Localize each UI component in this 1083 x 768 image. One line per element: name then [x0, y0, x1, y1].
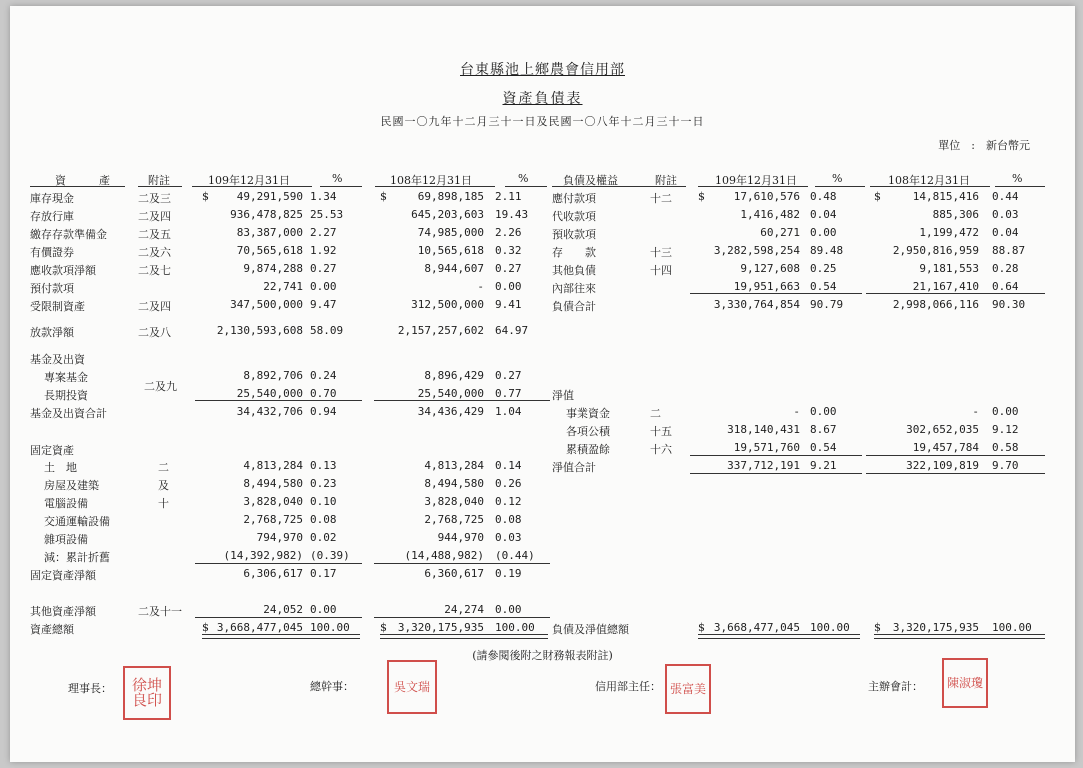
col-header-cur-year: 109年12月31日	[715, 174, 797, 187]
asset-prev-value: 24,274	[444, 603, 484, 616]
total-double-rule	[874, 634, 1045, 639]
asset-prev-value: 4,813,284	[424, 459, 484, 472]
rule-line	[195, 400, 362, 401]
liability-prev-value: 885,306	[932, 208, 979, 221]
asset-item-label: 專案基金	[44, 371, 88, 384]
asset-cur-value: 83,387,000	[236, 226, 303, 239]
asset-prev-pct: 2.11	[495, 190, 522, 203]
liability-note: 十四	[650, 264, 672, 277]
asset-cur-value: 24,052	[263, 603, 303, 616]
signature-gm: 總幹事：	[310, 680, 354, 693]
section-heading-equity: 淨值	[552, 389, 574, 402]
asset-prev-pct: 0.27	[495, 369, 522, 382]
asset-prev-value: 2,157,257,602	[397, 324, 484, 337]
asset-prev-value: 8,896,429	[424, 369, 484, 382]
liability-prev-pct: 9.70	[992, 459, 1019, 472]
liability-prev-pct: 88.87	[992, 244, 1026, 257]
asset-note: 二及八	[138, 326, 171, 339]
liability-cur-value: -	[793, 405, 800, 418]
header-underline	[138, 186, 182, 187]
liability-cur-pct: 0.54	[810, 441, 837, 454]
asset-prev-value: 8,494,580	[424, 477, 484, 490]
asset-note: 二及三	[138, 192, 171, 205]
seal-acct: 陳淑瓊	[942, 658, 988, 708]
asset-cur-value: 25,540,000	[236, 387, 303, 400]
asset-prev-pct: 0.03	[495, 531, 522, 544]
liability-item-label: 預收款項	[552, 228, 596, 241]
asset-cur-pct: 0.24	[310, 369, 337, 382]
asset-cur-pct: 0.00	[310, 603, 337, 616]
section-heading-fund: 基金及出資	[30, 353, 85, 366]
asset-cur-value: 936,478,825	[230, 208, 303, 221]
liability-prev-value: 322,109,819	[906, 459, 979, 472]
asset-cur-pct: 2.27	[310, 226, 337, 239]
liability-prev-pct: 0.44	[992, 190, 1019, 203]
asset-prev-value: 8,944,607	[424, 262, 484, 275]
asset-prev-pct: 0.27	[495, 262, 522, 275]
col-header-note: 附註	[655, 174, 677, 187]
asset-note: 二及十一	[138, 605, 182, 618]
liability-prev-value: -	[972, 405, 979, 418]
liability-cur-pct: 8.67	[810, 423, 837, 436]
liability-prev-value: 302,652,035	[906, 423, 979, 436]
col-header-pct: %	[332, 172, 343, 185]
section-heading-fixed: 固定資產	[30, 444, 74, 457]
asset-prev-pct: 0.32	[495, 244, 522, 257]
liability-cur-value: 337,712,191	[727, 459, 800, 472]
asset-cur-value: 8,892,706	[243, 369, 303, 382]
liability-prev-pct: 90.30	[992, 298, 1026, 311]
asset-cur-pct: 100.00	[310, 621, 350, 634]
liability-prev-value: 14,815,416	[912, 190, 979, 203]
asset-cur-pct: 0.10	[310, 495, 337, 508]
currency-symbol: $	[698, 621, 705, 634]
asset-note: 二	[158, 461, 169, 474]
asset-cur-pct: 58.09	[310, 324, 344, 337]
liability-prev-pct: 0.04	[992, 226, 1019, 239]
signature-acct: 主辦會計：	[868, 680, 923, 693]
currency-unit: 單位 : 新台幣元	[938, 139, 1030, 152]
asset-cur-value: 3,668,477,045	[216, 621, 303, 634]
liability-item-label: 事業資金	[566, 407, 610, 420]
col-header-prev-year: 108年12月31日	[888, 174, 970, 187]
asset-prev-pct: 0.19	[495, 567, 522, 580]
header-underline	[320, 186, 362, 187]
total-double-rule	[698, 634, 860, 639]
footnote: (請參閱後附之財務報表附註)	[472, 649, 613, 662]
seal-chair: 徐坤良印	[123, 666, 171, 720]
liability-prev-pct: 0.03	[992, 208, 1019, 221]
statement-title: 資產負債表	[502, 91, 583, 107]
asset-cur-pct: 0.17	[310, 567, 337, 580]
liability-cur-pct: 89.48	[810, 244, 844, 257]
asset-item-label: 固定資產淨額	[30, 569, 96, 582]
asset-cur-value: 8,494,580	[243, 477, 303, 490]
currency-symbol: $	[202, 621, 209, 634]
col-header-pct: %	[832, 172, 843, 185]
asset-prev-value: 3,828,040	[424, 495, 484, 508]
liability-note: 二	[650, 407, 661, 420]
col-header-prev-year: 108年12月31日	[390, 174, 472, 187]
col-header-cur-year: 109年12月31日	[208, 174, 290, 187]
liability-cur-value: 60,271	[760, 226, 800, 239]
liability-cur-value: 318,140,431	[727, 423, 800, 436]
asset-cur-pct: 0.23	[310, 477, 337, 490]
asset-prev-pct: 64.97	[495, 324, 529, 337]
asset-prev-value: 3,320,175,935	[397, 621, 484, 634]
header-underline	[30, 186, 125, 187]
liability-prev-pct: 0.64	[992, 280, 1019, 293]
rule-line	[690, 293, 862, 294]
rule-line	[195, 563, 362, 564]
liability-prev-pct: 0.28	[992, 262, 1019, 275]
asset-prev-value: 10,565,618	[417, 244, 484, 257]
asset-cur-pct: (0.39)	[310, 549, 350, 562]
asset-prev-value: 312,500,000	[411, 298, 484, 311]
asset-prev-pct: (0.44)	[495, 549, 535, 562]
liability-item-label: 負債合計	[552, 300, 596, 313]
asset-item-label: 預付款項	[30, 282, 74, 295]
asset-cur-pct: 0.27	[310, 262, 337, 275]
total-double-rule	[202, 634, 360, 639]
liability-prev-value: 1,199,472	[919, 226, 979, 239]
liability-prev-value: 2,950,816,959	[892, 244, 979, 257]
col-header-note: 附註	[148, 174, 170, 187]
rule-line	[195, 617, 362, 618]
asset-item-label: 庫存現金	[30, 192, 74, 205]
liability-cur-pct: 0.25	[810, 262, 837, 275]
liability-cur-value: 3,282,598,254	[713, 244, 800, 257]
asset-note: 及	[158, 479, 169, 492]
asset-item-label: 土 地	[44, 461, 77, 474]
header-underline	[815, 186, 865, 187]
seal-dept: 張富美	[665, 664, 711, 714]
asset-prev-value: 74,985,000	[417, 226, 484, 239]
asset-prev-pct: 19.43	[495, 208, 529, 221]
asset-item-label: 資產總額	[30, 623, 74, 636]
liability-note: 十六	[650, 443, 672, 456]
liability-item-label: 其他負債	[552, 264, 596, 277]
asset-note: 二及四	[138, 210, 171, 223]
asset-prev-value: 34,436,429	[417, 405, 484, 418]
asset-prev-pct: 0.14	[495, 459, 522, 472]
asset-cur-pct: 1.34	[310, 190, 337, 203]
header-underline	[192, 186, 312, 187]
liability-item-label: 存 款	[552, 246, 596, 259]
asset-cur-value: 49,291,590	[236, 190, 303, 203]
liability-cur-value: 19,571,760	[733, 441, 800, 454]
asset-cur-value: 347,500,000	[230, 298, 303, 311]
liability-prev-pct: 0.00	[992, 405, 1019, 418]
asset-cur-pct: 9.47	[310, 298, 337, 311]
liability-note: 十三	[650, 246, 672, 259]
asset-item-label: 存放行庫	[30, 210, 74, 223]
asset-cur-value: 2,768,725	[243, 513, 303, 526]
currency-symbol: $	[380, 190, 387, 203]
asset-item-label: 有價證券	[30, 246, 74, 259]
asset-prev-pct: 2.26	[495, 226, 522, 239]
liability-cur-pct: 0.00	[810, 405, 837, 418]
rule-line	[374, 617, 550, 618]
asset-cur-value: (14,392,982)	[223, 549, 303, 562]
liability-item-label: 負債及淨值總額	[552, 623, 629, 636]
liability-prev-pct: 0.58	[992, 441, 1019, 454]
rule-line	[866, 455, 1045, 456]
asset-cur-pct: 0.00	[310, 280, 337, 293]
seal-gm: 吳文瑞	[387, 660, 437, 714]
liability-item-label: 代收款項	[552, 210, 596, 223]
asset-cur-value: 9,874,288	[243, 262, 303, 275]
rule-line	[374, 400, 550, 401]
asset-prev-pct: 0.77	[495, 387, 522, 400]
asset-prev-pct: 0.00	[495, 280, 522, 293]
liability-cur-pct: 100.00	[810, 621, 850, 634]
asset-note: 二及四	[138, 300, 171, 313]
asset-prev-value: 944,970	[437, 531, 484, 544]
liability-note: 十二	[650, 192, 672, 205]
liability-cur-value: 3,330,764,854	[713, 298, 800, 311]
signature-dept: 信用部主任：	[595, 680, 661, 693]
currency-symbol: $	[202, 190, 209, 203]
currency-symbol: $	[874, 621, 881, 634]
asset-prev-pct: 0.12	[495, 495, 522, 508]
liability-cur-value: 1,416,482	[740, 208, 800, 221]
header-underline	[870, 186, 990, 187]
asset-cur-value: 70,565,618	[236, 244, 303, 257]
liability-cur-pct: 0.54	[810, 280, 837, 293]
asset-prev-value: 6,360,617	[424, 567, 484, 580]
asset-item-label: 電腦設備	[44, 497, 88, 510]
asset-prev-pct: 100.00	[495, 621, 535, 634]
asset-note: 十	[158, 497, 169, 510]
liability-cur-value: 3,668,477,045	[713, 621, 800, 634]
liability-cur-pct: 0.04	[810, 208, 837, 221]
asset-cur-pct: 1.92	[310, 244, 337, 257]
asset-cur-pct: 0.13	[310, 459, 337, 472]
liability-item-label: 各項公積	[566, 425, 610, 438]
liability-cur-value: 9,127,608	[740, 262, 800, 275]
liability-note: 十五	[650, 425, 672, 438]
header-underline	[375, 186, 495, 187]
header-underline	[698, 186, 808, 187]
asset-item-label: 長期投資	[44, 389, 88, 402]
asset-prev-pct: 0.08	[495, 513, 522, 526]
asset-cur-pct: 25.53	[310, 208, 344, 221]
asset-item-label: 基金及出資合計	[30, 407, 107, 420]
currency-symbol: $	[698, 190, 705, 203]
asset-prev-pct: 9.41	[495, 298, 522, 311]
asset-item-label: 放款淨額	[30, 326, 74, 339]
header-underline	[505, 186, 547, 187]
asset-prev-pct: 0.26	[495, 477, 522, 490]
liability-prev-value: 3,320,175,935	[892, 621, 979, 634]
period-line: 民國一〇九年十二月三十一日及民國一〇八年十二月三十一日	[380, 115, 705, 128]
header-underline	[995, 186, 1045, 187]
asset-cur-pct: 0.70	[310, 387, 337, 400]
asset-prev-value: 645,203,603	[411, 208, 484, 221]
liability-cur-pct: 0.48	[810, 190, 837, 203]
col-header-liabilities: 負債及權益	[563, 174, 618, 187]
asset-item-label: 應收款項淨額	[30, 264, 96, 277]
asset-prev-value: 2,768,725	[424, 513, 484, 526]
col-header-assets: 資 產	[55, 174, 110, 187]
asset-note: 二及九	[144, 380, 177, 393]
asset-item-label: 其他資產淨額	[30, 605, 96, 618]
asset-prev-value: 69,898,185	[417, 190, 484, 203]
liability-cur-pct: 9.21	[810, 459, 837, 472]
liability-cur-pct: 90.79	[810, 298, 844, 311]
asset-cur-pct: 0.02	[310, 531, 337, 544]
asset-cur-value: 6,306,617	[243, 567, 303, 580]
col-header-pct: %	[1012, 172, 1023, 185]
asset-cur-value: 34,432,706	[236, 405, 303, 418]
liability-prev-pct: 100.00	[992, 621, 1032, 634]
balance-sheet-page	[10, 6, 1075, 762]
rule-line	[374, 563, 550, 564]
asset-item-label: 房屋及建築	[44, 479, 99, 492]
liability-cur-value: 19,951,663	[733, 280, 800, 293]
asset-prev-value: (14,488,982)	[404, 549, 484, 562]
liability-item-label: 累積盈餘	[566, 443, 610, 456]
asset-item-label: 繳存存款準備金	[30, 228, 107, 241]
rule-line	[866, 473, 1045, 474]
asset-prev-pct: 1.04	[495, 405, 522, 418]
asset-note: 二及五	[138, 228, 171, 241]
asset-cur-value: 2,130,593,608	[216, 324, 303, 337]
rule-line	[690, 473, 862, 474]
liability-prev-value: 2,998,066,116	[892, 298, 979, 311]
currency-symbol: $	[874, 190, 881, 203]
asset-cur-pct: 0.94	[310, 405, 337, 418]
liability-prev-value: 9,181,553	[919, 262, 979, 275]
rule-line	[866, 293, 1045, 294]
asset-item-label: 減：累計折舊	[44, 551, 110, 564]
asset-cur-pct: 0.08	[310, 513, 337, 526]
liability-prev-value: 21,167,410	[912, 280, 979, 293]
asset-item-label: 雜項設備	[44, 533, 88, 546]
liability-prev-value: 19,457,784	[912, 441, 979, 454]
asset-cur-value: 4,813,284	[243, 459, 303, 472]
asset-note: 二及七	[138, 264, 171, 277]
asset-item-label: 交通運輸設備	[44, 515, 110, 528]
asset-prev-value: 25,540,000	[417, 387, 484, 400]
liability-cur-pct: 0.00	[810, 226, 837, 239]
asset-prev-pct: 0.00	[495, 603, 522, 616]
liability-item-label: 應付款項	[552, 192, 596, 205]
liability-prev-pct: 9.12	[992, 423, 1019, 436]
asset-cur-value: 794,970	[256, 531, 303, 544]
col-header-pct: %	[518, 172, 529, 185]
header-underline	[642, 186, 686, 187]
currency-symbol: $	[380, 621, 387, 634]
asset-cur-value: 3,828,040	[243, 495, 303, 508]
rule-line	[690, 455, 862, 456]
asset-note: 二及六	[138, 246, 171, 259]
header-underline	[552, 186, 642, 187]
asset-cur-value: 22,741	[263, 280, 303, 293]
liability-cur-value: 17,610,576	[733, 190, 800, 203]
liability-item-label: 淨值合計	[552, 461, 596, 474]
asset-prev-value: -	[477, 280, 484, 293]
signature-chair: 理事長：	[68, 682, 112, 695]
total-double-rule	[380, 634, 548, 639]
org-title: 台東縣池上鄉農會信用部	[460, 62, 625, 78]
liability-item-label: 內部往來	[552, 282, 596, 295]
asset-item-label: 受限制資產	[30, 300, 85, 313]
